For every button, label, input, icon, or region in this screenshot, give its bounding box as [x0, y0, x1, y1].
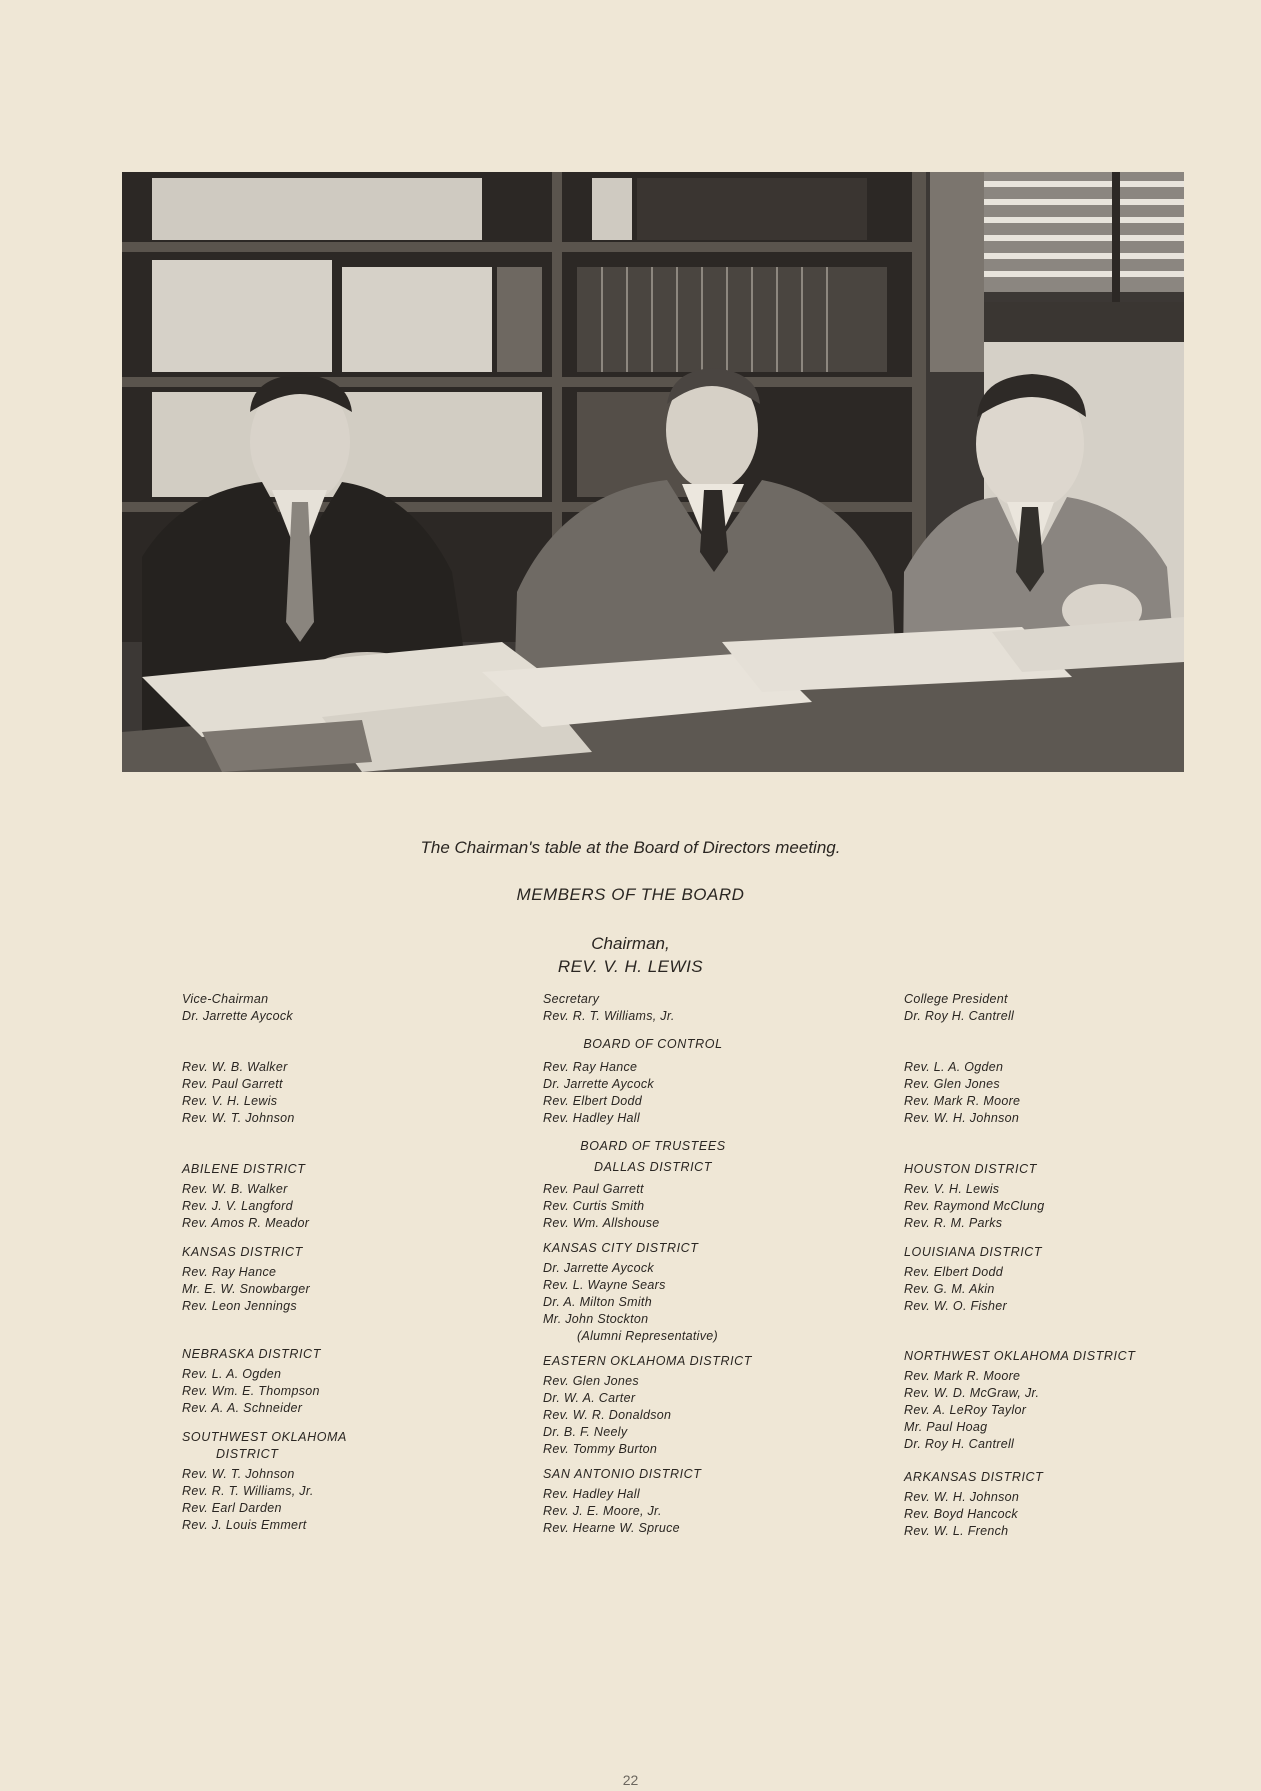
- list-item: Rev. Elbert Dodd: [904, 1265, 1004, 1279]
- list-item: Rev. V. H. Lewis: [904, 1182, 1000, 1196]
- district-name: NORTHWEST OKLAHOMA DISTRICT: [904, 1349, 1136, 1363]
- vice-chairman-name: Dr. Jarrette Aycock: [182, 1009, 293, 1023]
- kansas-city-district: [543, 1240, 718, 1345]
- list-item: Rev. Amos R. Meador: [182, 1216, 310, 1230]
- board-of-control-list: [543, 1059, 654, 1127]
- president-name: Dr. Roy H. Cantrell: [904, 1009, 1015, 1023]
- vice-chairman-block: [182, 991, 293, 1025]
- alumni-note: (Alumni Representative): [577, 1329, 718, 1343]
- list-item: Rev. Earl Darden: [182, 1501, 282, 1515]
- list-item: Rev. W. B. Walker: [182, 1060, 288, 1074]
- list-item: Rev. W. H. Johnson: [904, 1490, 1020, 1504]
- list-item: Rev. J. E. Moore, Jr.: [543, 1504, 662, 1518]
- vice-chairman-title: Vice-Chairman: [182, 992, 269, 1006]
- list-item: Rev. Curtis Smith: [543, 1199, 645, 1213]
- list-item: Rev. W. T. Johnson: [182, 1467, 295, 1481]
- list-item: Rev. L. Wayne Sears: [543, 1278, 666, 1292]
- list-item: Rev. Paul Garrett: [543, 1182, 644, 1196]
- list-item: Rev. Ray Hance: [182, 1265, 277, 1279]
- abilene-district: [182, 1161, 309, 1232]
- board-meeting-photo: [122, 172, 1184, 772]
- board-of-trustees-title: BOARD OF TRUSTEES: [580, 1139, 726, 1153]
- district-name: HOUSTON DISTRICT: [904, 1162, 1037, 1176]
- members-heading: MEMBERS OF THE BOARD: [516, 885, 745, 904]
- list-item: Mr. E. W. Snowbarger: [182, 1282, 311, 1296]
- houston-district: [904, 1161, 1045, 1232]
- right-group-list: [904, 1059, 1020, 1127]
- nebraska-district: [182, 1346, 321, 1417]
- southwest-oklahoma-district: [182, 1429, 347, 1534]
- list-item: Rev. Wm. E. Thompson: [182, 1384, 320, 1398]
- list-item: Rev. L. A. Ogden: [182, 1367, 282, 1381]
- list-item: Rev. Elbert Dodd: [543, 1094, 643, 1108]
- list-item: Rev. L. A. Ogden: [904, 1060, 1004, 1074]
- secretary-block: [543, 991, 675, 1025]
- district-name: ABILENE DISTRICT: [182, 1162, 306, 1176]
- dallas-district-name: DALLAS DISTRICT: [593, 1160, 713, 1174]
- district-name: LOUISIANA DISTRICT: [904, 1245, 1043, 1259]
- list-item: Dr. B. F. Neely: [543, 1425, 628, 1439]
- district-name: ARKANSAS DISTRICT: [904, 1470, 1044, 1484]
- list-item: Rev. A. LeRoy Taylor: [904, 1403, 1027, 1417]
- arkansas-district: [904, 1469, 1043, 1540]
- list-item: Rev. Paul Garrett: [182, 1077, 283, 1091]
- list-item: Rev. Hadley Hall: [543, 1111, 640, 1125]
- list-item: Dr. A. Milton Smith: [543, 1295, 652, 1309]
- district-name-cont: DISTRICT: [216, 1447, 279, 1461]
- northwest-oklahoma-district: [904, 1348, 1136, 1453]
- list-item: Rev. Hadley Hall: [543, 1487, 640, 1501]
- chairman-name: REV. V. H. LEWIS: [557, 957, 704, 976]
- list-item: Rev. W. H. Johnson: [904, 1111, 1020, 1125]
- chairman-title: Chairman,: [591, 934, 670, 953]
- kansas-district: [182, 1244, 310, 1315]
- board-of-control-title: BOARD OF CONTROL: [583, 1037, 723, 1051]
- secretary-name: Rev. R. T. Williams, Jr.: [543, 1009, 675, 1023]
- dallas-district: [543, 1181, 660, 1232]
- list-item: Dr. W. A. Carter: [543, 1391, 636, 1405]
- louisiana-district: [904, 1244, 1042, 1315]
- list-item: Rev. W. R. Donaldson: [543, 1408, 672, 1422]
- list-item: Rev. R. M. Parks: [904, 1216, 1003, 1230]
- list-item: Mr. Paul Hoag: [904, 1420, 988, 1434]
- list-item: Rev. Hearne W. Spruce: [543, 1521, 680, 1535]
- list-item: Rev. Glen Jones: [904, 1077, 1000, 1091]
- president-title: College President: [904, 992, 1008, 1006]
- left-group-list: [182, 1059, 295, 1127]
- list-item: Dr. Roy H. Cantrell: [904, 1437, 1015, 1451]
- list-item: Rev. Wm. Allshouse: [543, 1216, 660, 1230]
- list-item: Rev. Tommy Burton: [543, 1442, 658, 1456]
- san-antonio-district: [543, 1466, 702, 1537]
- district-name: SAN ANTONIO DISTRICT: [543, 1467, 702, 1481]
- list-item: Rev. V. H. Lewis: [182, 1094, 278, 1108]
- list-item: Rev. W. L. French: [904, 1524, 1009, 1538]
- list-item: Rev. G. M. Akin: [904, 1282, 995, 1296]
- eastern-oklahoma-district: [543, 1353, 752, 1458]
- list-item: Rev. Raymond McClung: [904, 1199, 1045, 1213]
- college-president-block: [904, 991, 1014, 1025]
- list-item: Rev. Ray Hance: [543, 1060, 638, 1074]
- district-name: KANSAS CITY DISTRICT: [543, 1241, 699, 1255]
- list-item: Dr. Jarrette Aycock: [543, 1077, 654, 1091]
- district-name: EASTERN OKLAHOMA DISTRICT: [543, 1354, 753, 1368]
- district-name: NEBRASKA DISTRICT: [182, 1347, 321, 1361]
- list-item: Rev. J. Louis Emmert: [182, 1518, 307, 1532]
- list-item: Rev. Boyd Hancock: [904, 1507, 1018, 1521]
- list-item: Rev. W. T. Johnson: [182, 1111, 295, 1125]
- list-item: Rev. Mark R. Moore: [904, 1094, 1021, 1108]
- district-name: KANSAS DISTRICT: [182, 1245, 303, 1259]
- page-number: 22: [622, 1772, 639, 1788]
- list-item: Mr. John Stockton: [543, 1312, 649, 1326]
- photo-caption: The Chairman's table at the Board of Directors meeting.: [420, 838, 841, 857]
- list-item: Rev. R. T. Williams, Jr.: [182, 1484, 314, 1498]
- list-item: Rev. W. O. Fisher: [904, 1299, 1008, 1313]
- list-item: Rev. Leon Jennings: [182, 1299, 297, 1313]
- list-item: Rev. J. V. Langford: [182, 1199, 293, 1213]
- list-item: Rev. W. B. Walker: [182, 1182, 288, 1196]
- secretary-title: Secretary: [543, 992, 600, 1006]
- district-name: SOUTHWEST OKLAHOMA: [182, 1430, 347, 1444]
- list-item: Rev. A. A. Schneider: [182, 1401, 303, 1415]
- list-item: Rev. Glen Jones: [543, 1374, 639, 1388]
- list-item: Rev. W. D. McGraw, Jr.: [904, 1386, 1040, 1400]
- list-item: Rev. Mark R. Moore: [904, 1369, 1021, 1383]
- list-item: Dr. Jarrette Aycock: [543, 1261, 654, 1275]
